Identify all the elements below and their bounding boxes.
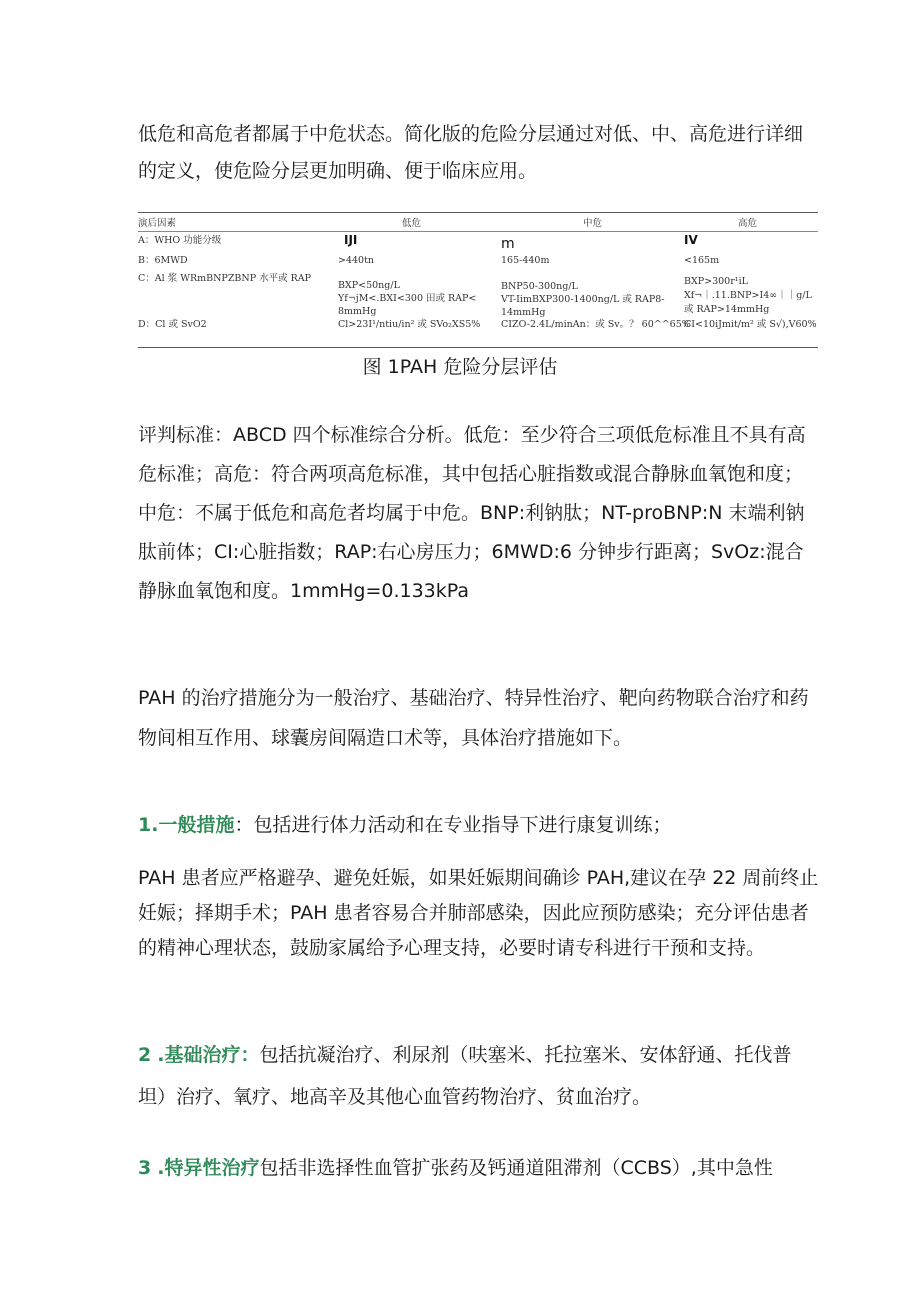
section-1 [138, 807, 820, 844]
row-d-factor: D：Cl 或 SvO2 [138, 319, 207, 330]
table-rule-bottom [138, 347, 818, 348]
risk-table [138, 212, 818, 348]
row-d-high: CI<10iJmit/m² 或 S√),V60% [684, 319, 817, 330]
row-a-low: IJI [344, 233, 358, 247]
section-2 [138, 1034, 820, 1118]
section-2-title: .基础治疗： [157, 1044, 260, 1066]
section-2-number: 2 [138, 1044, 152, 1066]
row-d-low: Cl>23I¹/ntiu/in² 或 SVo₂XS5% [338, 319, 481, 330]
row-b-low: >440tn [338, 255, 375, 266]
row-c-high-3: 或 RAP>14mmHg [684, 304, 770, 315]
section-1-text: ：包括进行体力活动和在专业指导下进行康复训练； [234, 814, 672, 836]
section-1-title: .一般措施 [151, 814, 235, 836]
treatment-intro: PAH 的治疗措施分为一般治疗、基础治疗、特异性治疗、靶向药物联合治疗和药物间相互作用、球囊房间隔造口术等，具体治疗措施如下。 [138, 687, 809, 749]
table-rule-top [138, 212, 818, 213]
row-a-mid: m [501, 236, 515, 252]
section-3-title: .特异性治疗 [157, 1157, 260, 1179]
figure-caption: 图 1PAH 危险分层评估 [362, 356, 558, 378]
row-c-high-2: Xf¬｜.11.BNP>I4∞｜｜g/L [684, 290, 812, 301]
row-c-low-1: BXP<50ng/L [338, 280, 400, 291]
row-c-factor: C：Al 浆 WRmBNPZBNP 水平或 RAP [138, 273, 312, 284]
pregnancy-paragraph: PAH 患者应严格避孕、避免妊娠，如果妊娠期间确诊 PAH,建议在孕 22 周前终止妊娠；择期手术；PAH 患者容易合并肺部感染，因此应预防感染；充分评估患者的精神心理状态，鼓励家属给予心理支持，必要时请专科进行干预和支持。 [138, 867, 819, 959]
row-a-high: IV [684, 233, 698, 247]
header-low: 低危 [402, 218, 422, 229]
row-b-mid: 165-440m [501, 255, 550, 266]
row-c-mid-3: 14mmHg [501, 307, 546, 318]
section-3-text: 包括非选择性血管扩张药及钙通道阻滞剂（CCBS）,其中急性 [259, 1157, 773, 1179]
row-b-high: <165m [684, 255, 720, 266]
header-factor: 演后因素 [138, 218, 177, 229]
row-c-mid-2: VT-IimBXP300-1400ng/L 或 RAP8- [501, 294, 665, 305]
row-c-low-2: Yf¬jM<.BXI<300 田或 RAP< [338, 293, 477, 304]
header-high: 高危 [738, 218, 758, 229]
row-c-mid-1: BNP50-300ng/L [501, 281, 578, 292]
section-3 [138, 1150, 820, 1187]
section-2-text: 包括抗凝治疗、利尿剂（呋塞米、托拉塞米、安体舒通、托伐普坦）治疗、氧疗、地高辛及其他心血管药物治疗、贫血治疗。 [138, 1044, 792, 1108]
row-c-low-3: 8mmHg [338, 306, 377, 317]
table-rule-header [138, 231, 818, 232]
intro-paragraph: 低危和高危者都属于中危状态。简化版的危险分层通过对低、中、高危进行详细的定义，使危险分层更加明确、便于临床应用。 [138, 123, 804, 182]
row-d-mid: CIZO-2.4L/minAn：或 Sv。？ 60^^65% [501, 319, 691, 330]
row-c-high-1: BXP>300r¹iL [684, 276, 748, 287]
section-1-number: 1 [138, 814, 152, 836]
criteria-paragraph: 评判标准：ABCD 四个标准综合分析。低危：至少符合三项低危标准且不具有高危标准；高危：符合两项高危标准，其中包括心脏指数或混合静脉血氧饱和度；中危：不属于低危和高危者均属于中危。BNP:利钠肽；NT-proBNP:N 末端利钠肽前体；CI:心脏指数；RAP:右心房压力；6MWD:6 分钟步行距离；SvOz:混合静脉血氧饱和度。1mmHg=0.133kPa [138, 424, 806, 602]
section-3-number: 3 [138, 1157, 152, 1179]
header-mid: 中危 [583, 218, 603, 229]
row-a-factor: A：WHO 功能分级 [138, 235, 222, 246]
row-b-factor: B：6MWD [138, 255, 188, 266]
